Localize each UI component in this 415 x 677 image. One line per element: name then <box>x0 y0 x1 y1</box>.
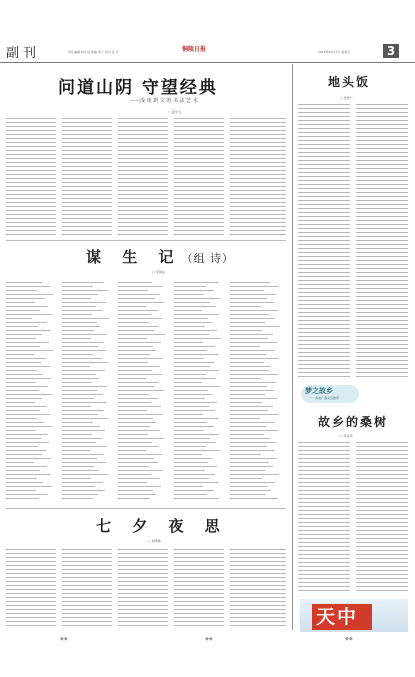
side-bottom-byline: □ 李家庆 <box>340 434 353 438</box>
badge-title: 梦之故乡 <box>305 387 333 395</box>
ad-text: 天中 <box>316 606 359 628</box>
column-divider <box>292 64 293 630</box>
masthead <box>0 38 415 63</box>
essay-column-3 <box>118 549 168 629</box>
page-number: 3 <box>383 44 399 58</box>
poem-title-text: 谋 生 记 <box>86 248 182 266</box>
poem-article-byline: □ 李国良 <box>152 270 165 274</box>
date-line: 2018年8月17日 星期五 <box>318 50 351 54</box>
section-rule <box>6 240 286 241</box>
side-top-byline: □ 吴宏广 <box>340 96 353 100</box>
lead-article-subtitle: ——浅 谈 新 文 的 书 法 艺 术 <box>130 98 198 104</box>
lead-article-title: 问道山阴 守望经典 <box>58 78 218 98</box>
poem-column-1 <box>6 282 58 502</box>
lead-article-column-3 <box>118 118 168 236</box>
newspaper-logo: 铜陵日报 <box>182 46 207 53</box>
side-bottom-column-2 <box>356 442 408 594</box>
poem-title-suffix: （组 诗） <box>181 252 234 265</box>
side-top-title: 地头饭 <box>328 75 371 89</box>
footer-ornament-3: ◆◆ <box>345 636 353 642</box>
essay-column-4 <box>174 549 224 629</box>
essay-column-2 <box>62 549 112 629</box>
side-top-column-2 <box>356 104 408 380</box>
side-top-column-1 <box>298 104 350 380</box>
footer-ornament-2: ◆◆ <box>205 636 213 642</box>
essay-column-1 <box>6 549 56 629</box>
lead-article-byline: □ 姜中飞 <box>168 110 181 114</box>
editor-line: 责任编辑 林小远 美编 何兰 校对 张 宇 <box>68 50 119 54</box>
side-bottom-title: 故乡的桑树 <box>318 415 389 429</box>
poem-column-5 <box>230 282 286 502</box>
badge-subtitle: 一一各地广漫文章推荐 <box>309 396 340 400</box>
lead-article-column-4 <box>174 118 224 236</box>
lead-article-column-1 <box>6 118 56 236</box>
essay-column-5 <box>230 549 286 629</box>
poem-column-4 <box>174 282 226 502</box>
poem-column-2 <box>62 282 114 502</box>
essay-article-title: 七 夕 夜 思 <box>96 517 228 535</box>
essay-article-byline: □ 胡秀敏 <box>148 539 161 543</box>
side-bottom-column-1 <box>298 442 350 594</box>
section-name: 副刊 <box>6 46 41 61</box>
lead-article-column-5 <box>230 118 286 236</box>
poem-column-3 <box>118 282 170 502</box>
poem-article-title <box>86 246 234 267</box>
lead-article-column-2 <box>62 118 112 236</box>
section-rule-2 <box>6 508 286 509</box>
footer-ornament-1: ◆◆ <box>60 636 68 642</box>
